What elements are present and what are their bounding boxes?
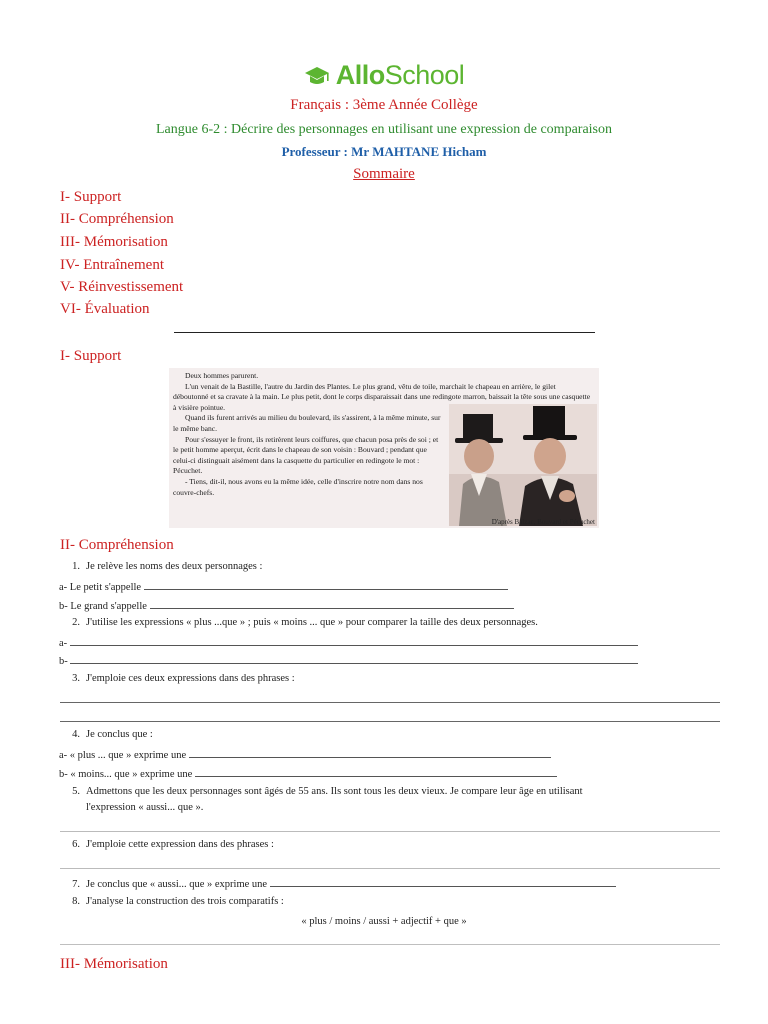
- question-8: 8. J'analyse la construction des trois comparatifs :: [72, 896, 284, 907]
- answer-line[interactable]: [60, 831, 720, 832]
- answer-blank[interactable]: [270, 877, 616, 887]
- question-7: 7. Je conclus que « aussi... que » exprime une: [58, 877, 678, 890]
- passage-credit: D'après Balzac, Bouvard et Pécuchet: [491, 518, 595, 526]
- answer-blank[interactable]: [70, 636, 638, 646]
- toc-item-reinvestissement[interactable]: V- Réinvestissement: [60, 279, 184, 295]
- answer-blank[interactable]: [144, 580, 508, 590]
- question-3: 3. J'emploie ces deux expressions dans des phrases :: [72, 673, 295, 684]
- comprehension-heading: II- Compréhension: [60, 537, 174, 553]
- passage-paragraph: L'un venait de la Bastille, l'autre du Jardin des Plantes. Le plus grand, vêtu de toile, marchait le chapeau en arrière, le gilet déboutonné et sa cravate à la main. Le plus petit, dont le corps disparaissait dans une redingote marron, baissait la tête sous une casquette à visière pointue.: [173, 381, 591, 412]
- toc-item-memorisation[interactable]: III- Mémorisation: [60, 234, 168, 250]
- graduation-cap-icon: [304, 65, 330, 87]
- comparative-formula: « plus / moins / aussi + adjectif + que »: [301, 916, 467, 927]
- passage-paragraph: Quand ils furent arrivés au milieu du boulevard, ils s'assirent, à la même minute, sur le même banc.: [173, 413, 441, 433]
- question-1a: a- Le petit s'appelle: [59, 580, 529, 593]
- answer-blank[interactable]: [150, 599, 514, 609]
- question-6: 6. J'emploie cette expression dans des phrases :: [72, 839, 274, 850]
- two-men-illustration: [449, 404, 597, 526]
- alloschool-logo[interactable]: [0, 60, 768, 91]
- passage-paragraph: Deux hommes parurent.: [185, 371, 259, 380]
- toc-item-entrainement[interactable]: IV- Entraînement: [60, 257, 165, 273]
- question-1b: b- Le grand s'appelle: [59, 599, 539, 612]
- answer-line[interactable]: [60, 721, 720, 722]
- course-title: Français : 3ème Année Collège: [290, 97, 478, 113]
- answer-blank[interactable]: [189, 748, 551, 758]
- support-text-image: [169, 368, 599, 528]
- question-4: 4. Je conclus que :: [72, 729, 153, 740]
- question-4b: b- « moins... que » exprime une: [59, 767, 599, 780]
- passage-paragraph: Pour s'essuyer le front, ils retirèrent leurs coiffures, que chacun posa près de soi ; et le petit homme aperçut, écrit dans le chapeau de son voisin : Bouvard ; pendant que celui-ci distinguait aisément dans la casquette du particulier en redingote le mot : Pécuchet.: [173, 434, 439, 476]
- question-5-cont: l'expression « aussi... que ».: [86, 802, 204, 813]
- memorisation-heading: III- Mémorisation: [60, 956, 168, 972]
- section-divider: [174, 332, 595, 333]
- answer-line[interactable]: [60, 868, 720, 869]
- question-2: 2. J'utilise les expressions « plus ...que » ; puis « moins ... que » pour comparer la taille des deux personnages.: [72, 617, 538, 628]
- professor-name: Professeur : Mr MAHTANE Hicham: [281, 144, 487, 159]
- logo-wordmark: AlloSchool: [335, 60, 465, 90]
- question-4a: a- « plus ... que » exprime une: [59, 748, 599, 761]
- question-1: 1. Je relève les noms des deux personnages :: [72, 561, 263, 572]
- toc-item-support[interactable]: I- Support: [60, 189, 122, 205]
- question-2a: a-: [59, 636, 649, 649]
- answer-line[interactable]: [60, 702, 720, 703]
- answer-blank[interactable]: [70, 654, 638, 664]
- section-rule: [60, 944, 720, 945]
- summary-title: Sommaire: [353, 166, 415, 182]
- passage-paragraph: - Tiens, dit-il, nous avons eu la même idée, celle d'inscrire notre nom dans nos couvre-chefs.: [173, 476, 423, 497]
- answer-blank[interactable]: [195, 767, 557, 777]
- toc-item-comprehension[interactable]: II- Compréhension: [60, 211, 174, 227]
- support-heading: I- Support: [60, 348, 122, 364]
- toc-item-evaluation[interactable]: VI- Évaluation: [60, 301, 150, 317]
- question-5: 5. Admettons que les deux personnages sont âgés de 55 ans. Ils sont tous les deux vieux. Je compare leur âge en utilisant: [72, 786, 583, 797]
- lesson-title: Langue 6-2 : Décrire des personnages en utilisant une expression de comparaison: [155, 122, 613, 137]
- question-2b: b-: [59, 654, 649, 667]
